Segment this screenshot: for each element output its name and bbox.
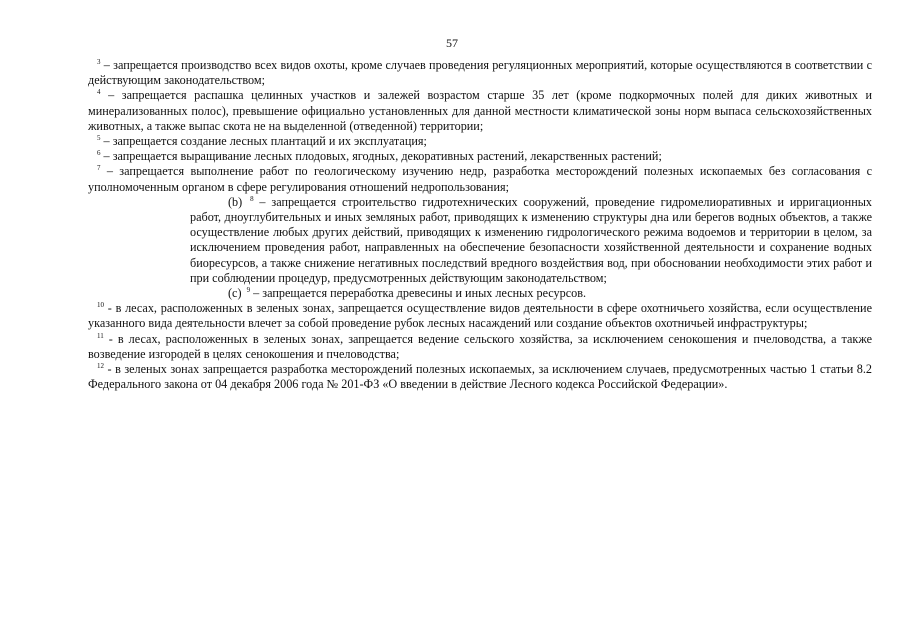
footnote-10 — [88, 301, 872, 331]
footnote-number: 11 — [97, 331, 104, 340]
footnote-7 — [88, 164, 872, 194]
subitem-text: – запрещается строительство гидротехнических сооружений, проведение гидромелиоративных и ирригационных работ, дноуглубительных и иных земляных работ, приводящих к изменению структуры дна или берегов водных объектов, а также осуществление любых других действий, приводящих к изменению гидрологического режима водоемов и территории в целом, за исключением проведения работ, направленных на обеспечение безопасности хозяйственной деятельности и сохранение водных биоресурсов, а также снижение негативных последствий вредного воздействия вод, при обосновании необходимости этих работ и при соблюдении процедур, предусмотренных действующим законодательством; — [190, 194, 873, 285]
subitem-marker: (b) — [228, 194, 243, 209]
footnotes-block — [88, 58, 872, 392]
footnote-number: 4 — [97, 88, 101, 97]
footnote-number: 10 — [97, 301, 104, 310]
footnote-number: 5 — [97, 134, 101, 143]
footnote-text: – запрещается распашка целинных участков и залежей возрастом старше 35 лет (кроме подкормочных полей для диких животных и минерализованных полос), превышение официально установленных для данной местности климатической зоны норм выпаса сельскохозяйственных животных, а также выпас скота не на выделенной (отведенной) территории; — [88, 88, 872, 133]
subitem-marker: (c) — [228, 286, 242, 301]
footnote-text: - в лесах, расположенных в зеленых зонах, запрещается ведение сельского хозяйства, за исключением сенокошения и пчеловодства, а также возведение изгородей в целях сенокошения и пчеловодства; — [88, 331, 872, 361]
footnote-6 — [88, 149, 872, 164]
subitem-c — [190, 286, 872, 301]
footnote-12 — [88, 362, 872, 392]
footnote-text: - в зеленых зонах запрещается разработка месторождений полезных ископаемых, за исключением случаев, предусмотренных частью 1 статьи 8.2 Федерального закона от 04 декабря 2006 года № 201-ФЗ «О введении в действие Лесного кодекса Российской Федерации». — [88, 362, 872, 392]
subitem-text: – запрещается переработка древесины и иных лесных ресурсов. — [250, 286, 587, 301]
footnote-number: 8 — [250, 194, 254, 203]
footnote-text: - в лесах, расположенных в зеленых зонах, запрещается осуществление видов деятельности в сфере охотничьего хозяйства, если осуществление указанного вида деятельности влечет за собой проведение рубок лесных насаждений или создание объектов охотничьей инфраструктуры; — [88, 301, 872, 331]
page-number: 57 — [446, 36, 458, 50]
footnote-number: 7 — [97, 164, 101, 173]
footnote-text: – запрещается создание лесных плантаций и их эксплуатация; — [100, 134, 427, 149]
footnote-text: – запрещается производство всех видов охоты, кроме случаев проведения регуляционных мероприятий, которые осуществляются в соответствии с действующим законодательством; — [88, 58, 872, 88]
footnote-5 — [88, 134, 872, 149]
footnote-4 — [88, 88, 872, 134]
subitem-b — [190, 195, 872, 286]
footnote-number: 6 — [97, 149, 101, 158]
footnote-11 — [88, 332, 872, 362]
footnote-3 — [88, 58, 872, 88]
footnote-text: – запрещается выполнение работ по геологическому изучению недр, разработка месторождений полезных ископаемых без согласования с уполномоченным органом в сфере регулирования отношений недропользования; — [88, 164, 872, 194]
footnote-text: – запрещается выращивание лесных плодовых, ягодных, декоративных растений, лекарственных растений; — [100, 149, 662, 164]
footnote-number: 3 — [97, 58, 101, 66]
footnote-number: 12 — [97, 362, 104, 371]
footnote-number: 9 — [246, 286, 251, 295]
